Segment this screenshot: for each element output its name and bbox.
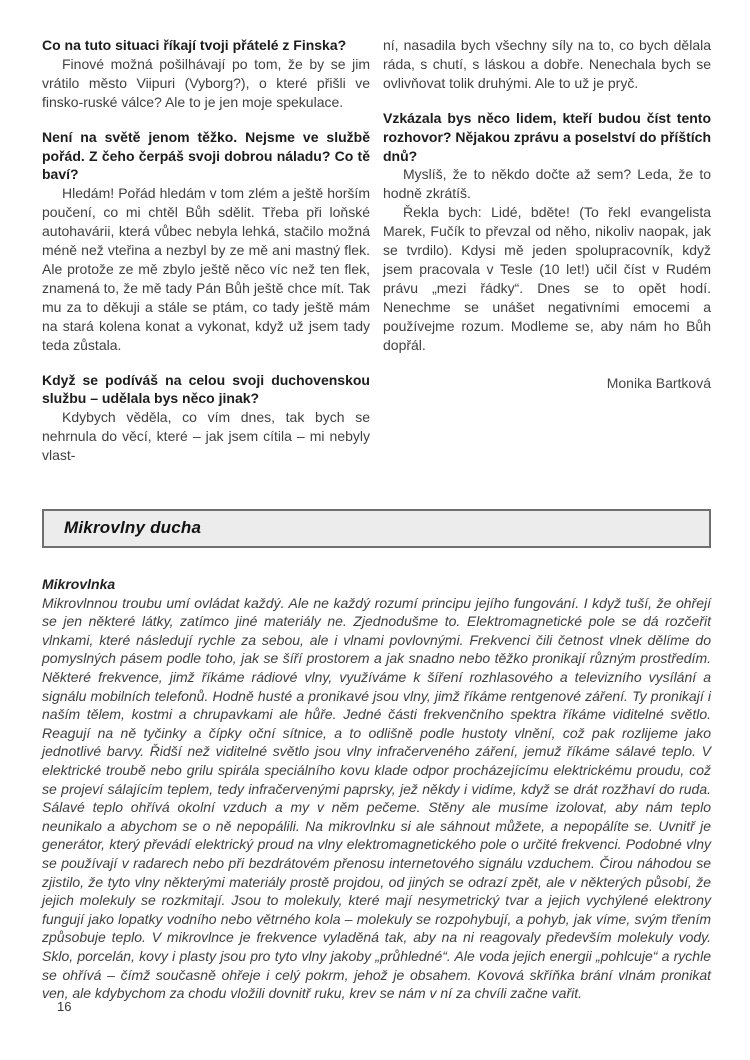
article-subtitle: Mikrovlnka: [42, 576, 116, 593]
section-header-box: [42, 509, 711, 548]
interview-answer-1: Finové možná pošilhávají po tom, že by se jim vrátilo město Viipuri (Vyborg?), o které přišli ve finsko-ruské válce? Ale to je jen moje spekulace.: [42, 55, 370, 110]
interview-right-column: [383, 36, 711, 465]
page-number: 16: [57, 999, 72, 1014]
interview-left-column: [42, 36, 370, 465]
interview-question-1: Co na tuto situaci říkají tvoji přátelé z Finska?: [42, 37, 347, 53]
article-block: [42, 575, 711, 1003]
interview-question-2: Není na světě jenom těžko. Nejsme ve službě pořád. Z čeho čerpáš svoji dobrou náladu? Co tě baví?: [42, 128, 370, 183]
interview-question-3: Když se podíváš na celou svoji duchovenskou službu – udělala bys něco jinak?: [42, 371, 370, 407]
interview-answer-4a: Myslíš, že to někdo dočte až sem? Leda, že to hodně zkrátíš.: [383, 166, 711, 202]
interview-question-4: Vzkázala bys něco lidem, kteří budou číst tento rozhovor? Nějakou zprávu a poselství do příštích dnů?: [383, 109, 711, 164]
section-title: Mikrovlny ducha: [64, 518, 202, 538]
interview-answer-4b: Řekla bych: Lidé, bděte! (To řekl evangelista Marek, Fučík to převzal od něho, nikoliv naopak, jak se tvrdilo). Kdysi mě jeden spolupracovník, když jsem pracovala v Tesle (10 let!) učil číst v Rudém právu „mezi řádky“. Dnes se to opět hodí. Nenechme se unášet negativními emocemi a používejme rozum. Modleme se, aby nám ho Bůh dopřál.: [383, 204, 711, 353]
interview-answer-2: Hledám! Pořád hledám v tom zlém a ještě horším poučení, co mi chtěl Bůh sdělit. Třeba při loňské autohavárii, která vůbec nebyla lehká, stačilo možná méně než vteřina a nezbyl by ze mě ani mastný flek. Ale protože ze mě zbylo ještě něco víc než ten flek, znamená to, že mě tady Pán Bůh ještě chce mít. Tak mu za to děkuji a stále se ptám, co tady ještě mám na stará kolena konat a vykonat, když už jsem tady teda zůstala.: [42, 185, 370, 353]
interview-answer-3: Kdybych věděla, co vím dnes, tak bych se nehrnula do věcí, které – jak jsem cítila – mi nebyly vlast-: [42, 409, 370, 464]
article-body-text: Mikrovlnnou troubu umí ovládat každý. Ale ne každý rozumí principu jejího fungování. I když tuší, že ohřejí se jen některé látky, zatímco jiné materiály ne. Zjednodušme to. Elektromagnetické pole se dá rozčeřit vlnkami, které následují rychle za sebou, ale i vlnami povlovnými. Frekvenci čili četnost vlnek dělíme do pomyslných pásem podle toho, jak se šíří prostorem a jak snadno nebo těžko pronikají různým prostředím. Některé frekvence, jimž říkáme rádiové vlny, využíváme k šíření rozhlasového a televizního vysílání a signálu mobilních telefonů. Hodně husté a pronikavé jsou vlny, jimž říkáme rentgenové záření. Ty pronikají i naším tělem, kostmi a chrupavkami ale hůře. Jedné části frekvenčního spektra říkáme viditelné světlo. Reagují na ně tyčinky a čípky oční sítnice, a to odlišně podle hustoty vlnění, což pak rozlijeme jako jednotlivé barvy. Řidší než viditelné světlo jsou vlny infračerveného záření, jemuž říkáme sálavé teplo. V elektrické troubě nebo grilu spirála speciálního kovu klade odpor procházejícímu elektrickému proudu, což se projeví sálajícím teplem, tedy infračervenými paprsky, jež někdy i vidíme, když se drát rozžhaví do ruda. Sálavé teplo ohřívá okolní vzduch a my v něm pečeme. Stěny ale musíme izolovat, aby nám teplo neunikalo a abychom se o ně nepopálili. Na mikrovlnku si ale sáhnout můžete, a nepopálíte se. Uvnitř je generátor, který převádí elektrický proud na vlny elektromagnetického pole o určité frekvenci. Podobné vlny se používají v radarech nebo při bezdrátovém přenosu internetového signálu vzduchem. Čirou náhodou se zjistilo, že tyto vlny některými materiály prostě projdou, od jiných se odrazí zpět, ale v některých působí, že jejich molekuly se rozkmitají. Jsou to molekuly, které mají nesymetrický tvar a jejich vychýlené elektrony fungují jako lopatky vodního nebo větrného kola – molekuly se rozpohybují, a pohyb, jak víme, svým třením způsobuje teplo. V mikrovlnce je frekvence vyladěná tak, aby na ni reagovaly především molekuly vody. Sklo, porcelán, kovy i plasty jsou pro tyto vlny jakoby „průhledné“. Ale voda jejich energii „pohlcuje“ a rychle se ohřívá – čímž současně ohřeje i celý pokrm, jehož je obsahem. Kovová skříňka brání vlnám pronikat ven, ale kdybychom za chodu vložili dovnitř ruku, krev se nám v ní za chvíli začne vařit.: [42, 594, 711, 1002]
interview-answer-3-continued: ní, nasadila bych všechny síly na to, co bych dělala ráda, s chutí, s láskou a dobře. Nenechala bych se ovlivňovat tolik druhými. Ale to už je pryč.: [383, 37, 711, 91]
interview-columns: [42, 36, 711, 465]
author-signature: Monika Bartková: [606, 374, 711, 391]
